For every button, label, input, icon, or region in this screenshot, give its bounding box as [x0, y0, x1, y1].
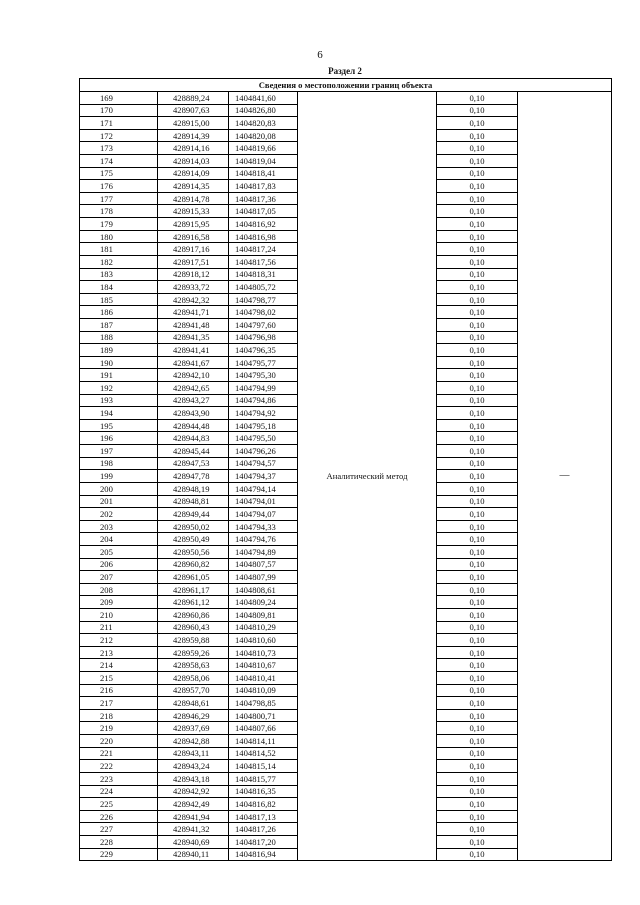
coordinates-table-body: [80, 79, 612, 861]
point-number-cell: 225: [80, 798, 158, 811]
point-number-cell: 169: [80, 92, 158, 105]
point-number-cell: 207: [80, 571, 158, 584]
accuracy-cell: 0,10: [437, 293, 518, 306]
accuracy-cell: 0,10: [437, 760, 518, 773]
point-number-cell: 198: [80, 457, 158, 470]
accuracy-cell: 0,10: [437, 394, 518, 407]
accuracy-cell: 0,10: [437, 810, 518, 823]
accuracy-cell: 0,10: [437, 646, 518, 659]
point-number-cell: 193: [80, 394, 158, 407]
coord-y-cell: 1404798,77: [229, 293, 298, 306]
accuracy-cell: 0,10: [437, 155, 518, 168]
table-header-row: [80, 79, 612, 92]
coord-x-cell: 428914,35: [158, 180, 229, 193]
coord-x-cell: 428950,56: [158, 545, 229, 558]
point-number-cell: 206: [80, 558, 158, 571]
coord-x-cell: 428960,43: [158, 621, 229, 634]
coord-x-cell: 428960,82: [158, 558, 229, 571]
coord-x-cell: 428960,86: [158, 608, 229, 621]
accuracy-cell: 0,10: [437, 785, 518, 798]
coord-x-cell: 428941,41: [158, 344, 229, 357]
coord-x-cell: 428943,90: [158, 407, 229, 420]
coord-x-cell: 428957,70: [158, 684, 229, 697]
point-number-cell: 204: [80, 533, 158, 546]
accuracy-cell: 0,10: [437, 621, 518, 634]
accuracy-cell: 0,10: [437, 533, 518, 546]
coord-x-cell: 428941,71: [158, 306, 229, 319]
point-number-cell: 179: [80, 218, 158, 231]
coord-y-cell: 1404816,92: [229, 218, 298, 231]
accuracy-cell: 0,10: [437, 243, 518, 256]
point-number-cell: 217: [80, 697, 158, 710]
point-number-cell: 184: [80, 281, 158, 294]
point-number-cell: 211: [80, 621, 158, 634]
accuracy-cell: 0,10: [437, 772, 518, 785]
coord-x-cell: 428917,16: [158, 243, 229, 256]
accuracy-cell: 0,10: [437, 659, 518, 672]
coord-y-cell: 1404809,24: [229, 596, 298, 609]
coord-y-cell: 1404807,57: [229, 558, 298, 571]
coord-y-cell: 1404795,77: [229, 356, 298, 369]
coord-x-cell: 428942,32: [158, 293, 229, 306]
coord-y-cell: 1404794,86: [229, 394, 298, 407]
accuracy-cell: 0,10: [437, 709, 518, 722]
coord-y-cell: 1404807,66: [229, 722, 298, 735]
point-number-cell: 195: [80, 419, 158, 432]
coord-y-cell: 1404815,14: [229, 760, 298, 773]
coord-x-cell: 428958,06: [158, 672, 229, 685]
coord-y-cell: 1404815,77: [229, 772, 298, 785]
accuracy-cell: 0,10: [437, 596, 518, 609]
point-number-cell: 180: [80, 230, 158, 243]
coord-y-cell: 1404814,52: [229, 747, 298, 760]
point-number-cell: 197: [80, 445, 158, 458]
coord-y-cell: 1404795,18: [229, 419, 298, 432]
coord-x-cell: 428941,48: [158, 318, 229, 331]
point-number-cell: 223: [80, 772, 158, 785]
accuracy-cell: 0,10: [437, 684, 518, 697]
point-number-cell: 189: [80, 344, 158, 357]
coord-y-cell: 1404796,26: [229, 445, 298, 458]
coord-y-cell: 1404817,36: [229, 192, 298, 205]
coord-y-cell: 1404794,99: [229, 382, 298, 395]
point-number-cell: 171: [80, 117, 158, 130]
point-number-cell: 202: [80, 508, 158, 521]
point-number-cell: 205: [80, 545, 158, 558]
accuracy-cell: 0,10: [437, 823, 518, 836]
coord-y-cell: 1404794,89: [229, 545, 298, 558]
table-row: [80, 92, 612, 105]
accuracy-cell: 0,10: [437, 117, 518, 130]
accuracy-cell: 0,10: [437, 318, 518, 331]
accuracy-cell: 0,10: [437, 230, 518, 243]
point-number-cell: 203: [80, 520, 158, 533]
point-number-cell: 186: [80, 306, 158, 319]
point-number-cell: 178: [80, 205, 158, 218]
accuracy-cell: 0,10: [437, 545, 518, 558]
coord-x-cell: 428948,81: [158, 495, 229, 508]
coord-x-cell: 428943,11: [158, 747, 229, 760]
coord-y-cell: 1404818,31: [229, 268, 298, 281]
accuracy-cell: 0,10: [437, 508, 518, 521]
coord-x-cell: 428918,12: [158, 268, 229, 281]
coord-x-cell: 428946,29: [158, 709, 229, 722]
accuracy-cell: 0,10: [437, 571, 518, 584]
accuracy-cell: 0,10: [437, 747, 518, 760]
coord-y-cell: 1404816,98: [229, 230, 298, 243]
coord-y-cell: 1404796,35: [229, 344, 298, 357]
accuracy-cell: 0,10: [437, 142, 518, 155]
coord-x-cell: 428889,24: [158, 92, 229, 105]
coord-x-cell: 428959,26: [158, 646, 229, 659]
point-number-cell: 227: [80, 823, 158, 836]
point-number-cell: 213: [80, 646, 158, 659]
coord-x-cell: 428907,63: [158, 104, 229, 117]
coord-y-cell: 1404794,33: [229, 520, 298, 533]
coord-x-cell: 428917,51: [158, 255, 229, 268]
accuracy-cell: 0,10: [437, 255, 518, 268]
point-number-cell: 226: [80, 810, 158, 823]
point-number-cell: 192: [80, 382, 158, 395]
accuracy-cell: 0,10: [437, 331, 518, 344]
coord-y-cell: 1404794,92: [229, 407, 298, 420]
coord-y-cell: 1404810,29: [229, 621, 298, 634]
coord-y-cell: 1404809,81: [229, 608, 298, 621]
point-number-cell: 185: [80, 293, 158, 306]
coord-y-cell: 1404810,60: [229, 634, 298, 647]
coord-x-cell: 428961,05: [158, 571, 229, 584]
coord-y-cell: 1404800,71: [229, 709, 298, 722]
section-label: Раздел 2: [328, 66, 362, 76]
point-number-cell: 221: [80, 747, 158, 760]
accuracy-cell: 0,10: [437, 192, 518, 205]
point-number-cell: 177: [80, 192, 158, 205]
coord-x-cell: 428948,61: [158, 697, 229, 710]
coord-x-cell: 428914,39: [158, 129, 229, 142]
accuracy-cell: 0,10: [437, 167, 518, 180]
coord-y-cell: 1404810,09: [229, 684, 298, 697]
coord-x-cell: 428943,18: [158, 772, 229, 785]
coord-y-cell: 1404826,80: [229, 104, 298, 117]
accuracy-cell: 0,10: [437, 382, 518, 395]
accuracy-cell: 0,10: [437, 470, 518, 483]
accuracy-cell: 0,10: [437, 495, 518, 508]
coord-x-cell: 428937,69: [158, 722, 229, 735]
coord-x-cell: 428941,94: [158, 810, 229, 823]
accuracy-cell: 0,10: [437, 735, 518, 748]
coord-y-cell: 1404820,08: [229, 129, 298, 142]
accuracy-cell: 0,10: [437, 281, 518, 294]
coord-x-cell: 428942,92: [158, 785, 229, 798]
accuracy-cell: 0,10: [437, 356, 518, 369]
coord-y-cell: 1404794,14: [229, 482, 298, 495]
coord-y-cell: 1404818,41: [229, 167, 298, 180]
coord-y-cell: 1404817,56: [229, 255, 298, 268]
coord-y-cell: 1404796,98: [229, 331, 298, 344]
method-cell: Аналитический метод: [298, 92, 437, 861]
coord-x-cell: 428915,95: [158, 218, 229, 231]
accuracy-cell: 0,10: [437, 129, 518, 142]
point-number-cell: 172: [80, 129, 158, 142]
point-number-cell: 200: [80, 482, 158, 495]
point-number-cell: 194: [80, 407, 158, 420]
accuracy-cell: 0,10: [437, 180, 518, 193]
coord-x-cell: 428941,67: [158, 356, 229, 369]
point-number-cell: 229: [80, 848, 158, 861]
point-number-cell: 201: [80, 495, 158, 508]
coord-x-cell: 428958,63: [158, 659, 229, 672]
point-number-cell: 196: [80, 432, 158, 445]
coord-x-cell: 428947,78: [158, 470, 229, 483]
accuracy-cell: 0,10: [437, 369, 518, 382]
accuracy-cell: 0,10: [437, 306, 518, 319]
accuracy-cell: 0,10: [437, 798, 518, 811]
coord-x-cell: 428940,69: [158, 835, 229, 848]
coord-y-cell: 1404797,60: [229, 318, 298, 331]
point-number-cell: 210: [80, 608, 158, 621]
coord-y-cell: 1404817,13: [229, 810, 298, 823]
point-number-cell: 199: [80, 470, 158, 483]
point-number-cell: 188: [80, 331, 158, 344]
coord-y-cell: 1404808,61: [229, 583, 298, 596]
coord-y-cell: 1404817,83: [229, 180, 298, 193]
coord-x-cell: 428942,10: [158, 369, 229, 382]
coord-x-cell: 428916,58: [158, 230, 229, 243]
accuracy-cell: 0,10: [437, 583, 518, 596]
point-number-cell: 183: [80, 268, 158, 281]
coord-x-cell: 428942,65: [158, 382, 229, 395]
coord-y-cell: 1404795,50: [229, 432, 298, 445]
coord-y-cell: 1404810,67: [229, 659, 298, 672]
accuracy-cell: 0,10: [437, 344, 518, 357]
point-number-cell: 190: [80, 356, 158, 369]
coord-y-cell: 1404794,76: [229, 533, 298, 546]
point-number-cell: 219: [80, 722, 158, 735]
coord-x-cell: 428941,35: [158, 331, 229, 344]
coord-y-cell: 1404794,57: [229, 457, 298, 470]
coord-x-cell: 428945,44: [158, 445, 229, 458]
coord-x-cell: 428914,03: [158, 155, 229, 168]
coord-y-cell: 1404817,05: [229, 205, 298, 218]
coord-y-cell: 1404819,66: [229, 142, 298, 155]
accuracy-cell: 0,10: [437, 419, 518, 432]
point-number-cell: 170: [80, 104, 158, 117]
point-number-cell: 216: [80, 684, 158, 697]
accuracy-cell: 0,10: [437, 634, 518, 647]
coord-y-cell: 1404794,07: [229, 508, 298, 521]
coord-x-cell: 428949,44: [158, 508, 229, 521]
coord-y-cell: 1404795,30: [229, 369, 298, 382]
coord-x-cell: 428950,49: [158, 533, 229, 546]
coord-x-cell: 428950,02: [158, 520, 229, 533]
accuracy-cell: 0,10: [437, 482, 518, 495]
point-number-cell: 214: [80, 659, 158, 672]
coord-y-cell: 1404798,02: [229, 306, 298, 319]
coord-y-cell: 1404819,04: [229, 155, 298, 168]
coord-x-cell: 428914,78: [158, 192, 229, 205]
accuracy-cell: 0,10: [437, 697, 518, 710]
accuracy-cell: 0,10: [437, 432, 518, 445]
coord-y-cell: 1404820,83: [229, 117, 298, 130]
coord-x-cell: 428941,32: [158, 823, 229, 836]
coord-x-cell: 428940,11: [158, 848, 229, 861]
accuracy-cell: 0,10: [437, 205, 518, 218]
accuracy-cell: 0,10: [437, 457, 518, 470]
coord-y-cell: 1404810,41: [229, 672, 298, 685]
coord-x-cell: 428942,88: [158, 735, 229, 748]
point-number-cell: 220: [80, 735, 158, 748]
coord-y-cell: 1404817,20: [229, 835, 298, 848]
point-number-cell: 228: [80, 835, 158, 848]
accuracy-cell: 0,10: [437, 558, 518, 571]
accuracy-cell: 0,10: [437, 268, 518, 281]
accuracy-cell: 0,10: [437, 520, 518, 533]
point-number-cell: 222: [80, 760, 158, 773]
accuracy-cell: 0,10: [437, 445, 518, 458]
coord-x-cell: 428914,16: [158, 142, 229, 155]
table-header: Сведения о местоположении границ объекта: [80, 79, 612, 92]
accuracy-cell: 0,10: [437, 218, 518, 231]
coord-y-cell: 1404807,99: [229, 571, 298, 584]
point-number-cell: 187: [80, 318, 158, 331]
coord-y-cell: 1404794,01: [229, 495, 298, 508]
point-number-cell: 176: [80, 180, 158, 193]
accuracy-cell: 0,10: [437, 722, 518, 735]
coord-y-cell: 1404794,37: [229, 470, 298, 483]
point-number-cell: 173: [80, 142, 158, 155]
coordinates-table: [79, 78, 612, 861]
point-number-cell: 181: [80, 243, 158, 256]
coord-y-cell: 1404817,24: [229, 243, 298, 256]
accuracy-cell: 0,10: [437, 104, 518, 117]
coord-y-cell: 1404814,11: [229, 735, 298, 748]
coord-y-cell: 1404798,85: [229, 697, 298, 710]
coord-y-cell: 1404810,73: [229, 646, 298, 659]
note-cell: —: [518, 92, 612, 861]
accuracy-cell: 0,10: [437, 407, 518, 420]
point-number-cell: 182: [80, 255, 158, 268]
coord-x-cell: 428933,72: [158, 281, 229, 294]
coord-y-cell: 1404817,26: [229, 823, 298, 836]
accuracy-cell: 0,10: [437, 608, 518, 621]
point-number-cell: 208: [80, 583, 158, 596]
point-number-cell: 175: [80, 167, 158, 180]
coord-x-cell: 428943,24: [158, 760, 229, 773]
accuracy-cell: 0,10: [437, 672, 518, 685]
accuracy-cell: 0,10: [437, 92, 518, 105]
coord-x-cell: 428959,88: [158, 634, 229, 647]
accuracy-cell: 0,10: [437, 835, 518, 848]
coord-y-cell: 1404841,60: [229, 92, 298, 105]
point-number-cell: 174: [80, 155, 158, 168]
coord-x-cell: 428944,48: [158, 419, 229, 432]
page-number: 6: [317, 49, 323, 61]
coord-x-cell: 428961,17: [158, 583, 229, 596]
coord-y-cell: 1404805,72: [229, 281, 298, 294]
coord-x-cell: 428961,12: [158, 596, 229, 609]
coord-x-cell: 428914,09: [158, 167, 229, 180]
coord-x-cell: 428915,33: [158, 205, 229, 218]
point-number-cell: 224: [80, 785, 158, 798]
point-number-cell: 215: [80, 672, 158, 685]
accuracy-cell: 0,10: [437, 848, 518, 861]
coord-x-cell: 428915,00: [158, 117, 229, 130]
coord-x-cell: 428944,83: [158, 432, 229, 445]
point-number-cell: 209: [80, 596, 158, 609]
coord-y-cell: 1404816,35: [229, 785, 298, 798]
point-number-cell: 218: [80, 709, 158, 722]
point-number-cell: 191: [80, 369, 158, 382]
coord-y-cell: 1404816,94: [229, 848, 298, 861]
coord-x-cell: 428943,27: [158, 394, 229, 407]
coord-x-cell: 428947,53: [158, 457, 229, 470]
point-number-cell: 212: [80, 634, 158, 647]
coord-x-cell: 428948,19: [158, 482, 229, 495]
coord-x-cell: 428942,49: [158, 798, 229, 811]
coord-y-cell: 1404816,82: [229, 798, 298, 811]
